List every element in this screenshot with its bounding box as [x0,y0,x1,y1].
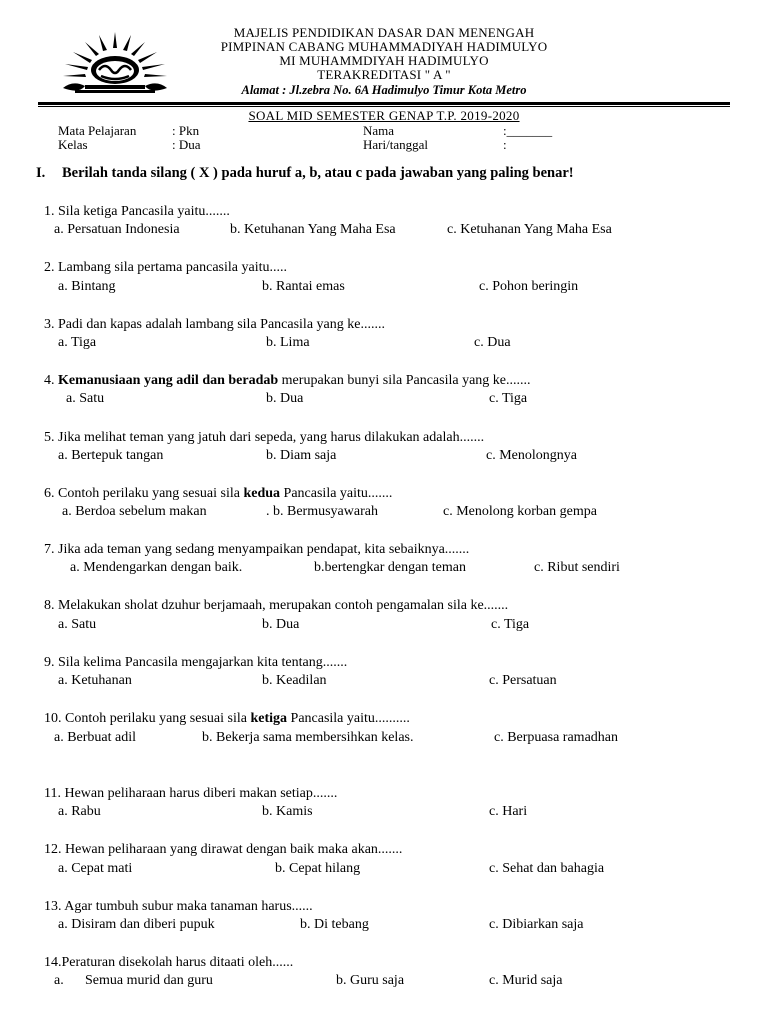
q10-option-b[interactable]: b. Bekerja sama membersihkan kelas. [202,730,414,745]
header-divider-thin [38,106,730,107]
q10-option-c[interactable]: c. Berpuasa ramadhan [494,730,618,745]
q13-option-c[interactable]: c. Dibiarkan saja [489,917,584,932]
header-line-2: PIMPINAN CABANG MUHAMMADIYAH HADIMULYO [220,39,548,54]
q1-option-c[interactable]: c. Ketuhanan Yang Maha Esa [447,222,612,237]
q4-option-a[interactable]: a. Satu [66,391,105,406]
q1-option-b[interactable]: b. Ketuhanan Yang Maha Esa [230,222,396,237]
header-divider-thick [38,102,730,105]
question-1: 1. Sila ketiga Pancasila yaitu....... [44,204,230,219]
q10-option-a[interactable]: a. Berbuat adil [54,730,137,745]
q7-option-c[interactable]: c. Ribut sendiri [534,560,620,575]
q9-option-c[interactable]: c. Persatuan [489,673,557,688]
nama-label: Nama [363,123,395,138]
q12-option-c[interactable]: c. Sehat dan bahagia [489,861,605,876]
question-4: 4. Kemanusiaan yang adil dan beradab merupakan bunyi sila Pancasila yang ke....... [44,373,531,388]
q4-option-b[interactable]: b. Dua [266,391,304,406]
question-9: 9. Sila kelima Pancasila mengajarkan kita tentang....... [44,655,348,670]
q12-option-b[interactable]: b. Cepat hilang [275,861,361,876]
instruction-text: Berilah tanda silang ( X ) pada huruf a, b, atau c pada jawaban yang paling benar! [62,165,574,181]
q13-option-a[interactable]: a. Disiram dan diberi pupuk [58,917,215,932]
q5-option-c[interactable]: c. Menolongnya [486,448,577,463]
q3-option-b[interactable]: b. Lima [266,335,310,350]
muhammadiyah-logo-icon [55,30,175,95]
q5-option-a[interactable]: a. Bertepuk tangan [58,448,164,463]
school-header [190,26,578,98]
q9-option-b[interactable]: b. Keadilan [262,673,327,688]
q12-option-a[interactable]: a. Cepat mati [58,861,133,876]
question-6: 6. Contoh perilaku yang sesuai sila kedua Pancasila yaitu....... [44,486,393,501]
q3-option-c[interactable]: c. Dua [474,335,511,350]
q2-option-b[interactable]: b. Rantai emas [262,279,345,294]
q14-option-b[interactable]: b. Guru saja [336,973,405,988]
header-line-3: MI MUHAMMDIYAH HADIMULYO [279,53,489,68]
q6-option-c[interactable]: c. Menolong korban gempa [443,504,597,519]
question-3: 3. Padi dan kapas adalah lambang sila Pancasila yang ke....... [44,317,385,332]
q8-option-a[interactable]: a. Satu [58,617,97,632]
question-5: 5. Jika melihat teman yang jatuh dari sepeda, yang harus dilakukan adalah....... [44,430,485,445]
exam-title: SOAL MID SEMESTER GENAP T.P. 2019-2020 [248,108,520,123]
q8-option-c[interactable]: c. Tiga [491,617,530,632]
q3-option-a[interactable]: a. Tiga [58,335,97,350]
q5-option-b[interactable]: b. Diam saja [266,448,337,463]
q11-option-b[interactable]: b. Kamis [262,804,313,819]
nama-field[interactable]: :_______ [503,123,553,138]
mapel-value: : Pkn [172,123,200,138]
q11-option-a[interactable]: a. Rabu [58,804,101,819]
q2-option-a[interactable]: a. Bintang [58,279,116,294]
q11-option-c[interactable]: c. Hari [489,804,528,819]
q7-option-b[interactable]: b.bertengkar dengan teman [314,560,466,575]
question-8: 8. Melakukan sholat dzuhur berjamaah, merupakan contoh pengamalan sila ke....... [44,598,509,613]
q8-option-b[interactable]: b. Dua [262,617,300,632]
q6-option-a[interactable]: a. Berdoa sebelum makan [62,504,207,519]
q14-option-c[interactable]: c. Murid saja [489,973,563,988]
instruction-number: I. [36,165,46,181]
school-address: Alamat : Jl.zebra No. 6A Hadimulyo Timur Kota Metro [241,83,527,97]
question-10: 10. Contoh perilaku yang sesuai sila ketiga Pancasila yaitu.......... [44,711,410,726]
hari-label: Hari/tanggal [363,137,428,152]
question-14: 14.Peraturan disekolah harus ditaati oleh...... [44,955,294,970]
kelas-label: Kelas [58,137,88,152]
header-line-4: TERAKREDITASI " A " [317,67,451,82]
q4-option-c[interactable]: c. Tiga [489,391,528,406]
question-2: 2. Lambang sila pertama pancasila yaitu..... [44,260,287,275]
q14-option-a[interactable]: Semua murid dan guru [85,973,213,988]
question-11: 11. Hewan peliharaan harus diberi makan setiap....... [44,786,338,801]
q14-option-a-letter[interactable]: a. [54,973,64,988]
q1-option-a[interactable]: a. Persatuan Indonesia [54,222,180,237]
question-12: 12. Hewan peliharaan yang dirawat dengan baik maka akan....... [44,842,403,857]
question-13: 13. Agar tumbuh subur maka tanaman harus...... [44,899,313,914]
header-line-1: MAJELIS PENDIDIKAN DASAR DAN MENENGAH [233,25,535,40]
q13-option-b[interactable]: b. Di tebang [300,917,369,932]
q7-option-a[interactable]: a. Mendengarkan dengan baik. [70,560,243,575]
kelas-value: : Dua [172,137,201,152]
question-7: 7. Jika ada teman yang sedang menyampaikan pendapat, kita sebaiknya....... [44,542,470,557]
q9-option-a[interactable]: a. Ketuhanan [58,673,132,688]
q2-option-c[interactable]: c. Pohon beringin [479,279,579,294]
hari-field[interactable]: : [503,137,507,152]
mapel-label: Mata Pelajaran [58,123,137,138]
instruction [36,165,574,182]
q6-option-b[interactable]: . b. Bermusyawarah [266,504,378,519]
